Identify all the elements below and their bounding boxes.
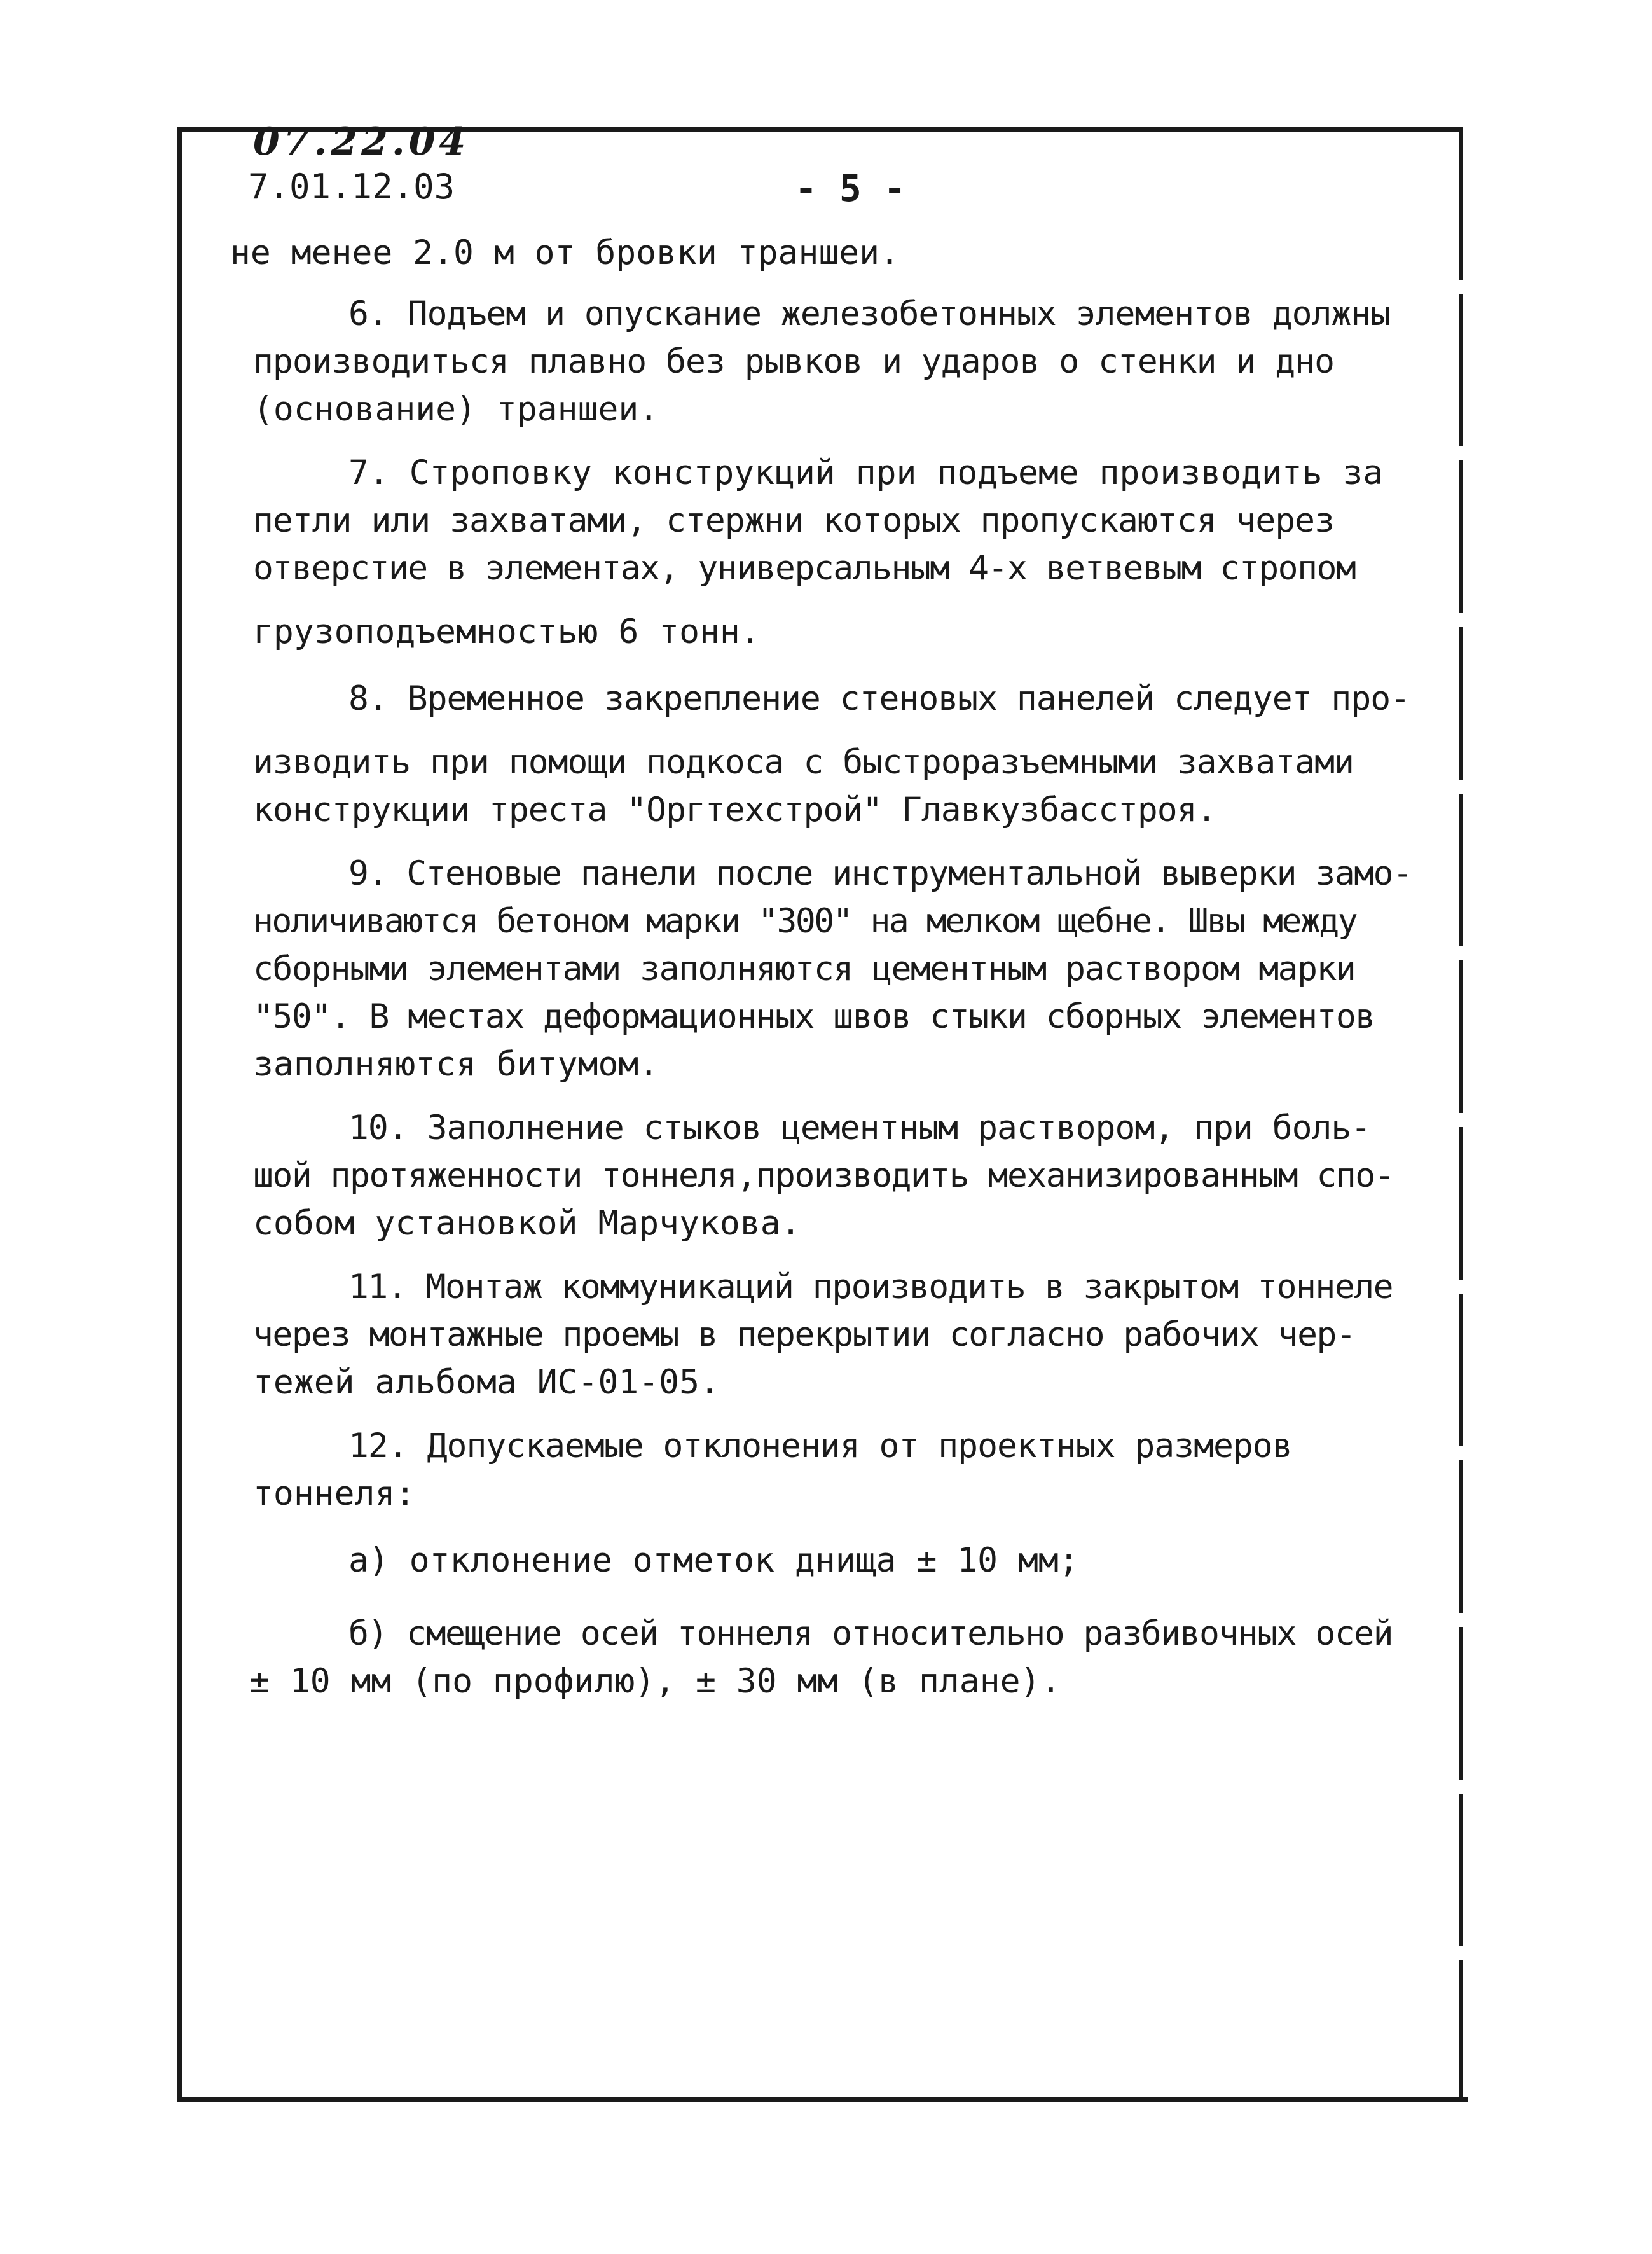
text-line: через монтажные проемы в перекрытии согласно рабочих чер- [253, 1315, 1356, 1354]
text-line: заполняются битумом. [253, 1045, 659, 1084]
text-line: собом установкой Марчукова. [253, 1204, 801, 1243]
page-frame-bottom-border [178, 2097, 1468, 2102]
text-line: а) отклонение отметок днища ± 10 мм; [348, 1541, 1079, 1580]
text-line: изводить при помощи подкоса с быстроразъемными захватами [253, 743, 1354, 782]
text-line: петли или захватами, стержни которых пропускаются через [253, 501, 1334, 540]
page-number: - 5 - [795, 167, 906, 210]
text-line: отверстие в элементах, универсальным 4-х ветвевым стропом [253, 549, 1356, 588]
text-line: тоннеля: [253, 1474, 416, 1513]
text-line: сборными элементами заполняются цементным раствором марки [253, 950, 1356, 988]
page-frame-left-border [177, 127, 182, 2102]
text-line: 7. Строповку конструкций при подъеме производить за [348, 453, 1384, 492]
text-line: ± 10 мм (по профилю), ± 30 мм (в плане). [249, 1662, 1061, 1701]
page-frame-right-border [1459, 127, 1463, 2102]
text-line: не менее 2.0 м от бровки траншеи. [230, 233, 900, 272]
text-line: производиться плавно без рывков и ударов о стенки и дно [253, 342, 1334, 381]
text-line: 11. Монтаж коммуникаций производить в закрытом тоннеле [348, 1268, 1393, 1306]
text-line: (основание) траншеи. [253, 390, 659, 429]
text-line: 10. Заполнение стыков цементным раствором, при боль- [348, 1109, 1371, 1147]
text-line: конструкции треста "Оргтехстрой" Главкузбасстроя. [253, 791, 1216, 829]
document-code: 7.01.12.03 [248, 167, 455, 207]
text-line: шой протяженности тоннеля,производить механизированным спо- [253, 1156, 1394, 1195]
text-line: 8. Временное закрепление стеновых панелей следует про- [348, 679, 1410, 718]
text-line: тежей альбома ИС-01-05. [253, 1363, 720, 1402]
text-line: "50". В местах деформационных швов стыки сборных элементов [253, 997, 1375, 1036]
text-line: 9. Стеновые панели после инструментальной выверки замо- [348, 854, 1412, 893]
text-line: грузоподъемностью 6 тонн. [253, 612, 761, 651]
text-line: б) смещение осей тоннеля относительно разбивочных осей [348, 1614, 1393, 1653]
text-line: ноличиваются бетоном марки "300" на мелком щебне. Швы между [253, 902, 1357, 941]
text-line: 12. Допускаемые отклонения от проектных размеров [348, 1427, 1292, 1465]
handwritten-document-code: 07.22.04 [253, 120, 470, 164]
text-line: 6. Подъем и опускание железобетонных элементов должны [348, 294, 1391, 333]
